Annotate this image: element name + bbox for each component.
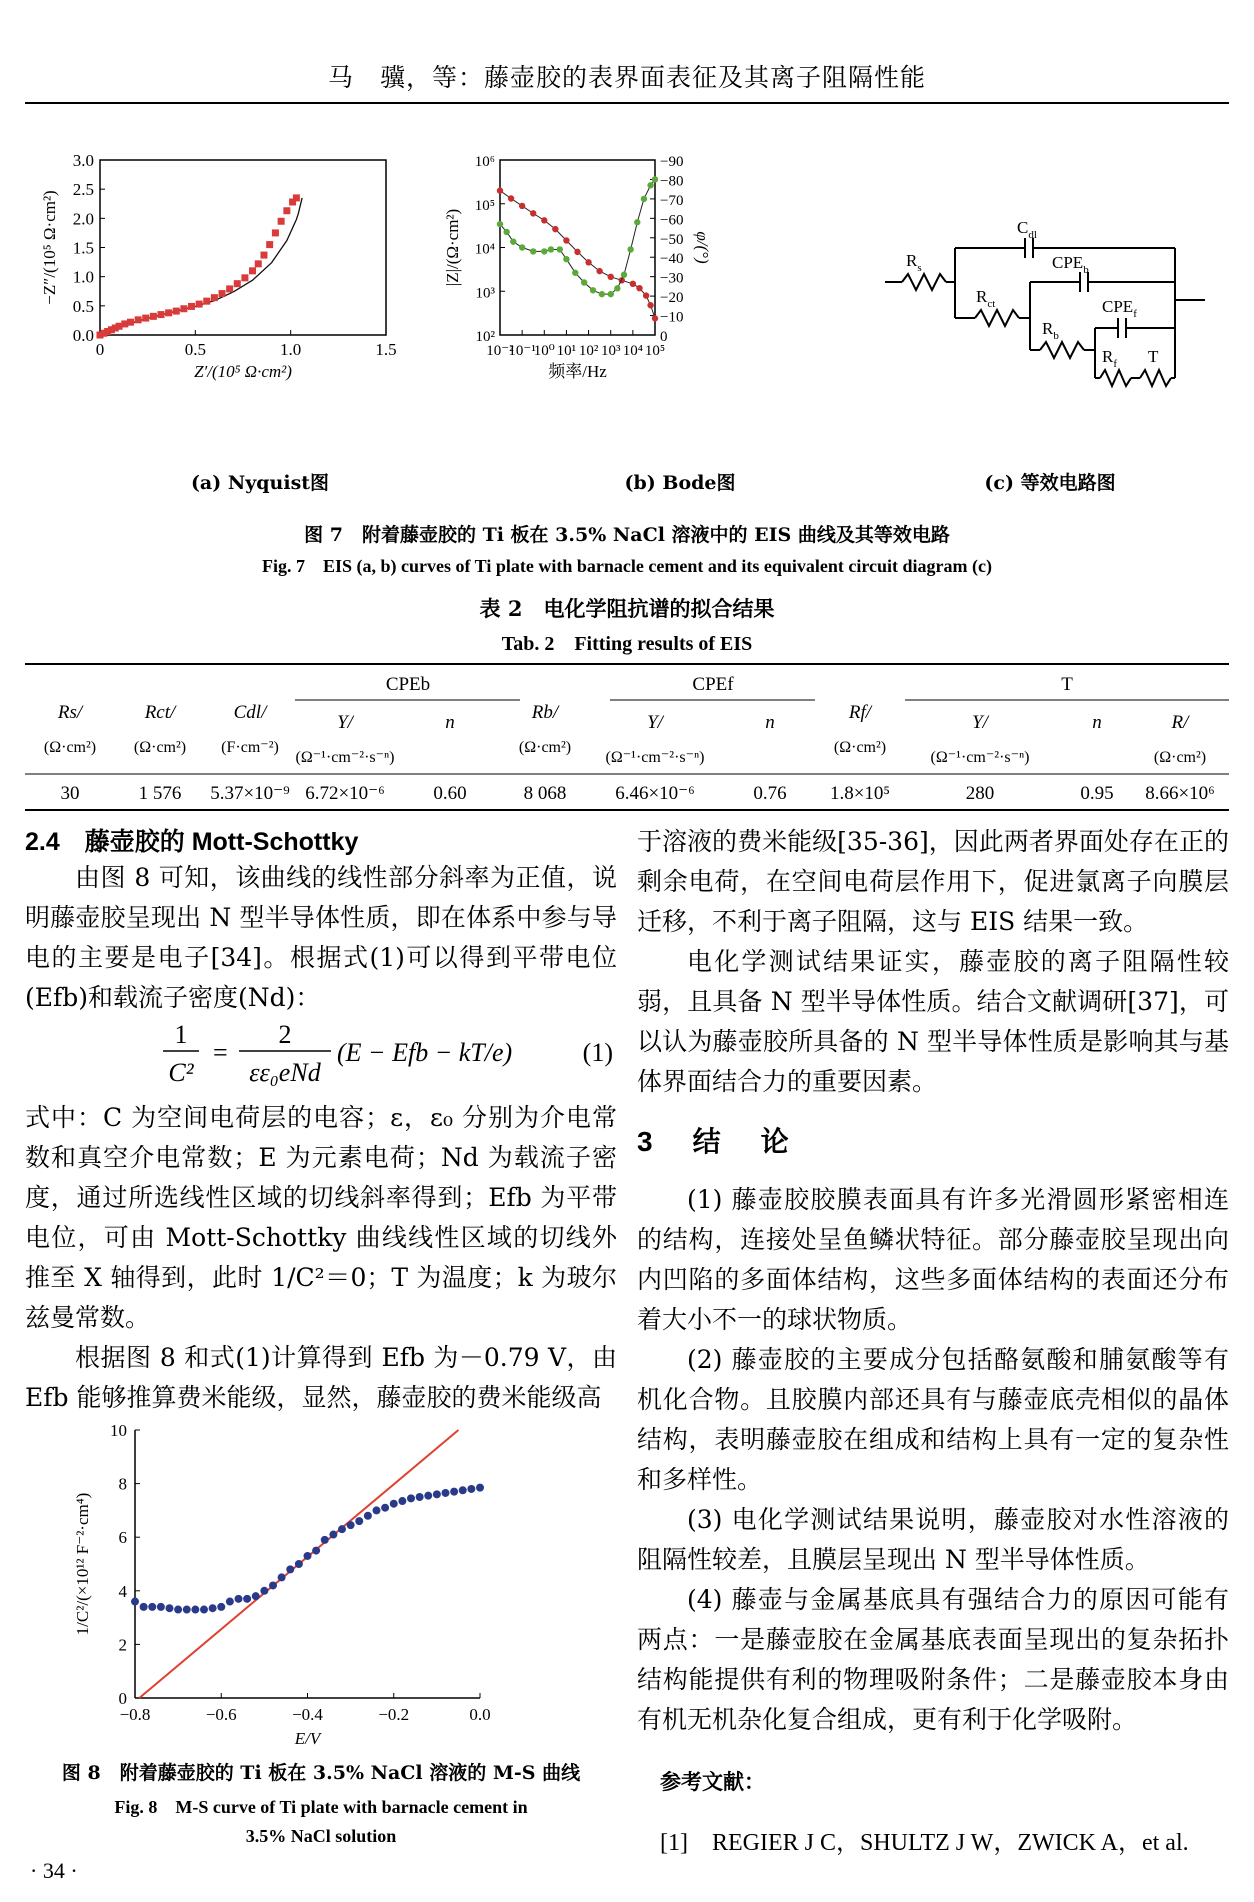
bode-phase-fit: [500, 179, 655, 294]
nyquist-point: [241, 274, 248, 281]
nyquist-fit-curve: [100, 198, 302, 335]
bode-phase-point: [590, 287, 596, 293]
nyquist-chart: [40, 150, 440, 470]
bode-z-point: [508, 195, 514, 201]
nyquist-point: [249, 267, 256, 274]
table2-cell: 30: [60, 783, 80, 804]
ms-point: [148, 1603, 156, 1611]
ms-point: [467, 1485, 475, 1493]
table2-col-symbol: Rs/: [57, 702, 83, 723]
conclusion-3: (3) 电化学测试结果说明，藤壶胶对水性溶液的阻隔性较差，且膜层呈现出 N 型半导体性质。: [637, 1505, 1229, 1574]
nyquist-y-tick: 1.0: [72, 267, 94, 287]
nyquist-point: [188, 303, 195, 310]
bode-z-point: [530, 210, 536, 216]
ms-point: [157, 1603, 165, 1611]
bode-x-tick: 10¹: [556, 343, 577, 359]
nyquist-point: [234, 280, 241, 287]
fig7b-label: (b) Bode图: [624, 472, 736, 494]
ms-point: [217, 1603, 225, 1611]
cpeb-label: $CPE_b$: [1052, 253, 1089, 276]
table2-col-unit: (F·cm⁻²): [221, 739, 279, 756]
bode-phase-point: [519, 244, 525, 250]
nyquist-y-tick: 3.0: [72, 151, 94, 170]
bode-x-tick: 10⁴: [622, 343, 643, 359]
bode-x-tick: 10³: [600, 343, 621, 359]
t-element: [1140, 370, 1171, 386]
bode-yl-tick: 10⁵: [474, 197, 495, 214]
table2-title-en: Tab. 2 Fitting results of EIS: [501, 633, 753, 655]
section-2-4-title: 2.4 藤壶胶的 Mott-Schottky: [25, 828, 359, 856]
bode-phase-point: [503, 229, 509, 235]
bode-yr-tick: −10: [660, 309, 684, 326]
ms-x-tick: −0.2: [378, 1705, 410, 1724]
bode-z-point: [647, 302, 653, 308]
bode-phase-point: [563, 256, 569, 262]
nyquist-fit-line: [100, 198, 302, 335]
table2-col-unit: (Ω·cm²): [133, 739, 187, 756]
table2-col-symbol: n: [1092, 712, 1102, 733]
table2-cell: 1.8×10⁵: [829, 783, 891, 804]
ms-point: [278, 1573, 286, 1581]
nyquist-point: [266, 241, 273, 248]
bode-phase-point: [541, 248, 547, 254]
fig7-caption-cn: 图 7 附着藤壶胶的 Ti 板在 3.5% NaCl 溶液中的 EIS 曲线及其等效电路: [304, 524, 950, 546]
ms-point: [166, 1604, 174, 1612]
table2-col-symbol: R/: [1171, 712, 1189, 733]
reference-1: [1] REGIER J C，SHULTZ J W，ZWICK A，et al.: [660, 1830, 1189, 1856]
left-paragraph-1: 由图 8 可知，该曲线的线性部分斜率为正值，说明藤壶胶呈现出 N 型半导体性质，即在体系中参与导电的主要是电子[34]。根据式(1)可以得到平带电位(Efb)和载流子密度(Nd)：: [25, 863, 617, 1012]
bode-phase-point: [621, 272, 627, 278]
rb-resistor: [1040, 342, 1084, 358]
svg-text:2: 2: [278, 1020, 292, 1049]
table2-cell: 6.46×10⁻⁶: [615, 783, 695, 804]
nyquist-frame: [100, 160, 386, 335]
bode-z-point: [636, 285, 642, 291]
nyquist-point: [211, 294, 218, 301]
ms-point: [433, 1490, 441, 1498]
table2-header: [44, 674, 1206, 766]
nyquist-x-tick: 1.0: [280, 340, 302, 359]
ms-point: [260, 1587, 268, 1595]
rct-label: $R_{ct}$: [976, 287, 996, 310]
svg-text:1: 1: [174, 1020, 188, 1049]
ms-point: [338, 1525, 346, 1533]
bode-yr-tick: −70: [660, 192, 684, 209]
ms-point: [295, 1560, 303, 1568]
bode-yl-label: |Z|/(Ω·cm²): [443, 208, 462, 287]
cpef-label: $CPE_f$: [1102, 297, 1137, 320]
ms-point: [398, 1497, 406, 1505]
table2-cell: 1 576: [138, 783, 182, 804]
table2-col-symbol: Rb/: [531, 702, 559, 723]
table2-col-symbol: Y/: [337, 712, 353, 733]
bode-z-point: [552, 226, 558, 232]
ms-y-tick: 6: [118, 1528, 127, 1548]
fig7-caption-en: Fig. 7 EIS (a, b) curves of Ti plate with barnacle cement and its equivalent circuit diagram (c): [262, 556, 992, 576]
left-paragraph-3: 根据图 8 和式(1)计算得到 Efb 为－0.79 V，由 Efb 能够推算费米能级，显然，藤壶胶的费米能级高: [25, 1343, 617, 1412]
bode-z-point: [574, 249, 580, 255]
nyquist-point: [293, 194, 300, 201]
table2-col-symbol: Y/: [647, 712, 663, 733]
ms-point: [200, 1606, 208, 1614]
bode-z-point: [563, 237, 569, 243]
bode-yl-tick: 10⁶: [474, 154, 495, 170]
bode-z-point: [643, 292, 649, 298]
bode-phase-point: [581, 279, 587, 285]
running-header: 马 骥，等：藤壶胶的表界面表征及其离子阻隔性能: [327, 63, 926, 92]
bode-yr-tick: −90: [660, 154, 684, 170]
bode-z-point: [541, 217, 547, 223]
right-paragraph-1: 于溶液的费米能级[35-36]，因此两者界面处存在正的剩余电荷，在空间电荷层作用下，促进氯离子向膜层迁移，不利于离子阻隔，这与 EIS 结果一致。: [637, 827, 1229, 936]
bode-yl-tick: 10²: [475, 329, 495, 345]
left-paragraph-2: 式中：C 为空间电荷层的电容；ε，ε₀ 分别为介电常数和真空介电常数；E 为元素电荷；Nd 为载流子密度，通过所选线性区域的切线斜率得到；Efb 为平带电位，可由 Mott-Schottky 曲线线性区域的切线外推至 X 轴得到，此时 1/C²＝0；T 为温度；k 为玻尔兹曼常数。: [25, 1103, 617, 1332]
table2-group-cpef: CPEf: [692, 674, 734, 695]
table2-col-unit: (Ω·cm²): [43, 739, 97, 756]
bode-phase-point: [530, 248, 536, 254]
bode-phase-point: [627, 246, 633, 252]
nyquist-x-tick: 0.5: [184, 340, 206, 359]
bode-yl-tick: 10³: [475, 285, 495, 302]
svg-text:=: =: [213, 1038, 228, 1067]
bode-phase-point: [641, 196, 647, 202]
bode-phase-point: [557, 246, 563, 252]
svg-text:εε₀eNd: εε₀eNd: [249, 1058, 321, 1087]
bode-series: [497, 176, 658, 321]
nyquist-point: [165, 309, 172, 316]
ms-x-tick: −0.4: [292, 1705, 323, 1724]
bode-x-label: 频率/Hz: [548, 362, 607, 381]
nyquist-point: [272, 229, 279, 236]
ms-y-tick: 0: [118, 1689, 127, 1708]
bode-phase-point: [572, 270, 578, 276]
bode-chart: [440, 150, 840, 470]
bode-yr-tick: −40: [660, 251, 684, 268]
table2-cell: 8 068: [523, 783, 567, 804]
ms-point: [390, 1500, 398, 1508]
bode-yl-tick: 10⁴: [474, 241, 495, 258]
table2-col-unit: (Ω⁻¹·cm⁻²·s⁻ⁿ): [295, 749, 395, 766]
ms-point: [381, 1504, 389, 1512]
bode-z-point: [608, 274, 614, 280]
ms-point: [459, 1486, 467, 1494]
ms-point: [235, 1595, 243, 1603]
ms-point: [442, 1489, 450, 1497]
bode-z-point: [630, 281, 636, 287]
ms-points: [131, 1484, 484, 1614]
bode-phase-point: [647, 182, 653, 188]
bode-yr-tick: −50: [660, 231, 684, 248]
nyquist-points: [97, 194, 300, 338]
ms-point: [286, 1565, 294, 1573]
bode-yr-tick: −80: [660, 173, 684, 190]
ms-point: [450, 1488, 458, 1496]
bode-x-tick: 10⁵: [644, 343, 666, 359]
bode-phase-point: [608, 291, 614, 297]
table2-col-symbol: Rct/: [144, 702, 176, 723]
ms-point: [329, 1531, 337, 1539]
table2-col-symbol: Rf/: [848, 702, 872, 723]
t-label: T: [1148, 347, 1159, 366]
bode-yr-tick: −60: [660, 212, 684, 229]
table2-col-unit: (Ω·cm²): [518, 739, 572, 756]
cdl-label: $C_{dl}$: [1017, 218, 1037, 241]
conclusion-2: (2) 藤壶胶的主要成分包括酪氨酸和脯氨酸等有机化合物。且胶膜内部还具有与藤壶底壳相似的晶体结构，表明藤壶胶在组成和结构上具有一定的复杂性和多样性。: [637, 1345, 1229, 1494]
nyquist-point: [180, 305, 187, 312]
ms-point: [269, 1581, 277, 1589]
ms-point: [312, 1547, 320, 1555]
rb-label: $R_b$: [1042, 319, 1059, 342]
ms-x-label: E/V: [294, 1729, 321, 1748]
ms-point: [355, 1517, 363, 1525]
table2-group-t: T: [1061, 674, 1073, 695]
ms-point: [243, 1595, 251, 1603]
bode-z-point: [519, 203, 525, 209]
bode-phase-point: [548, 246, 554, 252]
table2-col-symbol: n: [445, 712, 455, 733]
nyquist-point: [203, 298, 210, 305]
table2-cell: 0.60: [433, 783, 467, 804]
ms-point: [476, 1484, 484, 1492]
page-number: · 34 ·: [30, 1858, 78, 1883]
table2-row: [61, 783, 1215, 804]
nyquist-y-label: −Z″/(10⁵ Ω·cm²): [40, 190, 59, 305]
table2-col-symbol: Cdl/: [233, 702, 267, 723]
nyquist-axes: [40, 151, 397, 381]
ms-y-tick: 4: [118, 1581, 127, 1601]
ms-point: [373, 1506, 381, 1514]
svg-text:C²: C²: [168, 1058, 194, 1087]
nyquist-point: [196, 301, 203, 308]
nyquist-point: [278, 218, 285, 225]
bode-yr-tick: −30: [660, 270, 684, 287]
ms-y-tick: 8: [118, 1474, 127, 1494]
ms-point: [174, 1606, 182, 1614]
rf-resistor: [1100, 370, 1131, 386]
fig8-caption-en-2: 3.5% NaCl solution: [245, 1826, 397, 1846]
nyquist-y-tick: 0.5: [72, 296, 94, 316]
nyquist-y-tick: 1.5: [72, 238, 94, 258]
ms-point: [140, 1603, 148, 1611]
bode-x-tick: 10⁰: [533, 343, 555, 359]
table2-col-unit: (Ω⁻¹·cm⁻²·s⁻ⁿ): [605, 749, 705, 766]
bode-x-tick: 10⁻²: [486, 343, 514, 359]
ms-point: [191, 1606, 199, 1614]
rct-resistor: [975, 310, 1019, 326]
bode-z-point: [585, 259, 591, 265]
nyquist-point: [158, 311, 165, 318]
ms-point: [226, 1598, 234, 1606]
equation-1: [25, 1013, 617, 1093]
table2-col-unit: (Ω·cm²): [1153, 749, 1207, 766]
bode-phase-point: [510, 238, 516, 244]
bode-phase-point: [652, 176, 658, 182]
fig8-caption-cn: 图 8 附着藤壶胶的 Ti 板在 3.5% NaCl 溶液的 M-S 曲线: [61, 1762, 581, 1784]
table2-col-symbol: Y/: [972, 712, 988, 733]
rs-resistor: [902, 274, 946, 290]
rs-label: $R_s$: [906, 251, 922, 274]
mott-schottky-chart: [70, 1420, 510, 1750]
nyquist-x-tick: 1.5: [375, 340, 397, 359]
ms-point: [416, 1493, 424, 1501]
header-rule: [25, 102, 1229, 104]
table2-cell: 8.66×10⁶: [1145, 783, 1215, 804]
fig8-caption-en-1: Fig. 8 M-S curve of Ti plate with barnacle cement in: [114, 1797, 528, 1817]
bode-axes: [443, 154, 712, 381]
nyquist-point: [219, 290, 226, 297]
nyquist-point: [142, 315, 149, 322]
table2-cell: 0.76: [753, 783, 787, 804]
table2-col-unit: (Ω⁻¹·cm⁻²·s⁻ⁿ): [930, 749, 1030, 766]
table2-title-cn: 表 2 电化学阻抗谱的拟合结果: [479, 596, 775, 621]
bode-yr-tick: 0: [660, 329, 668, 345]
ms-point: [304, 1552, 312, 1560]
nyquist-point: [173, 308, 180, 315]
nyquist-point: [260, 252, 267, 259]
nyquist-point: [135, 316, 142, 323]
conclusion-1: (1) 藤壶胶胶膜表面具有许多光滑圆形紧密相连的结构，连接处呈鱼鳞状特征。部分藤壶胶呈现出向内凹陷的多面体结构，这些多面体结构的表面还分布着大小不一的球状物质。: [637, 1185, 1229, 1334]
ms-axes: [73, 1421, 491, 1748]
ms-point: [321, 1536, 329, 1544]
ms-y-label: 1/C²/(×10¹² F⁻²·cm⁴): [73, 1492, 92, 1636]
ms-x-tick: 0.0: [469, 1705, 491, 1724]
bode-yr-label: φ/(°): [693, 231, 712, 264]
ms-point: [252, 1592, 260, 1600]
bode-phase-point: [614, 285, 620, 291]
ms-y-tick: 10: [110, 1421, 127, 1440]
ms-point: [347, 1521, 355, 1529]
nyquist-point: [255, 260, 262, 267]
equivalent-circuit: [880, 200, 1210, 400]
nyquist-x-tick: 0: [95, 340, 105, 359]
ms-x-tick: −0.6: [205, 1705, 237, 1724]
table2-cell: 0.95: [1080, 783, 1114, 804]
rf-label: $R_f$: [1102, 347, 1118, 370]
nyquist-point: [283, 207, 290, 214]
right-paragraph-2: 电化学测试结果证实，藤壶胶的离子阻隔性较弱，且具备 N 型半导体性质。结合文献调研[37]，可以认为藤壶胶所具备的 N 型半导体性质是影响其与基体界面结合力的重要因素。: [637, 947, 1229, 1096]
nyquist-y-tick: 0.0: [72, 326, 94, 345]
ms-point: [209, 1604, 217, 1612]
ms-point: [364, 1512, 372, 1520]
nyquist-point: [226, 285, 233, 292]
conclusion-4: (4) 藤壶与金属基底具有强结合力的原因可能有两点：一是藤壶胶在金属基底表面呈现出的复杂拓扑结构能提供有利的物理吸附条件；二是藤壶胶本身由有机无机杂化复合组成，更有利于化学吸附。: [637, 1585, 1229, 1734]
bode-yr-tick: −20: [660, 290, 684, 307]
table2-col-unit: (Ω·cm²): [833, 739, 887, 756]
bode-z-point: [596, 268, 602, 274]
nyquist-point: [150, 313, 157, 320]
ms-point: [131, 1598, 139, 1606]
references-label: 参考文献：: [660, 1769, 765, 1794]
bode-phase-point: [599, 291, 605, 297]
bode-phase-point: [497, 221, 503, 227]
fig7c-label: (c) 等效电路图: [984, 472, 1116, 494]
fig7a-label: (a) Nyquist图: [190, 472, 330, 494]
bode-z-point: [497, 187, 503, 193]
bode-x-tick: 10²: [578, 343, 599, 359]
nyquist-point: [127, 319, 134, 326]
table2-cell: 5.37×10⁻⁹: [210, 783, 290, 804]
ms-y-tick: 2: [118, 1635, 127, 1655]
ms-point: [424, 1492, 432, 1500]
table2: [25, 662, 1229, 812]
table2-cell: 6.72×10⁻⁶: [305, 783, 385, 804]
bode-z-point: [652, 315, 658, 321]
nyquist-y-tick: 2.5: [72, 180, 94, 200]
bode-phase-point: [634, 219, 640, 225]
table2-cell: 280: [965, 783, 995, 804]
svg-text:(1): (1): [582, 1038, 613, 1067]
nyquist-y-tick: 2.0: [72, 209, 94, 229]
nyquist-x-label: Z′/(10⁵ Ω·cm²): [194, 362, 292, 381]
ms-point: [407, 1494, 415, 1502]
ms-point: [183, 1606, 191, 1614]
section-3-title: 3 结 论: [637, 1126, 795, 1157]
svg-text:(E − Efb − kT/e): (E − Efb − kT/e): [337, 1038, 513, 1067]
table2-col-symbol: n: [765, 712, 775, 733]
table2-group-cpeb: CPEb: [385, 674, 431, 695]
bode-x-tick: 10⁻¹: [508, 343, 536, 359]
ms-x-tick: −0.8: [119, 1705, 151, 1724]
